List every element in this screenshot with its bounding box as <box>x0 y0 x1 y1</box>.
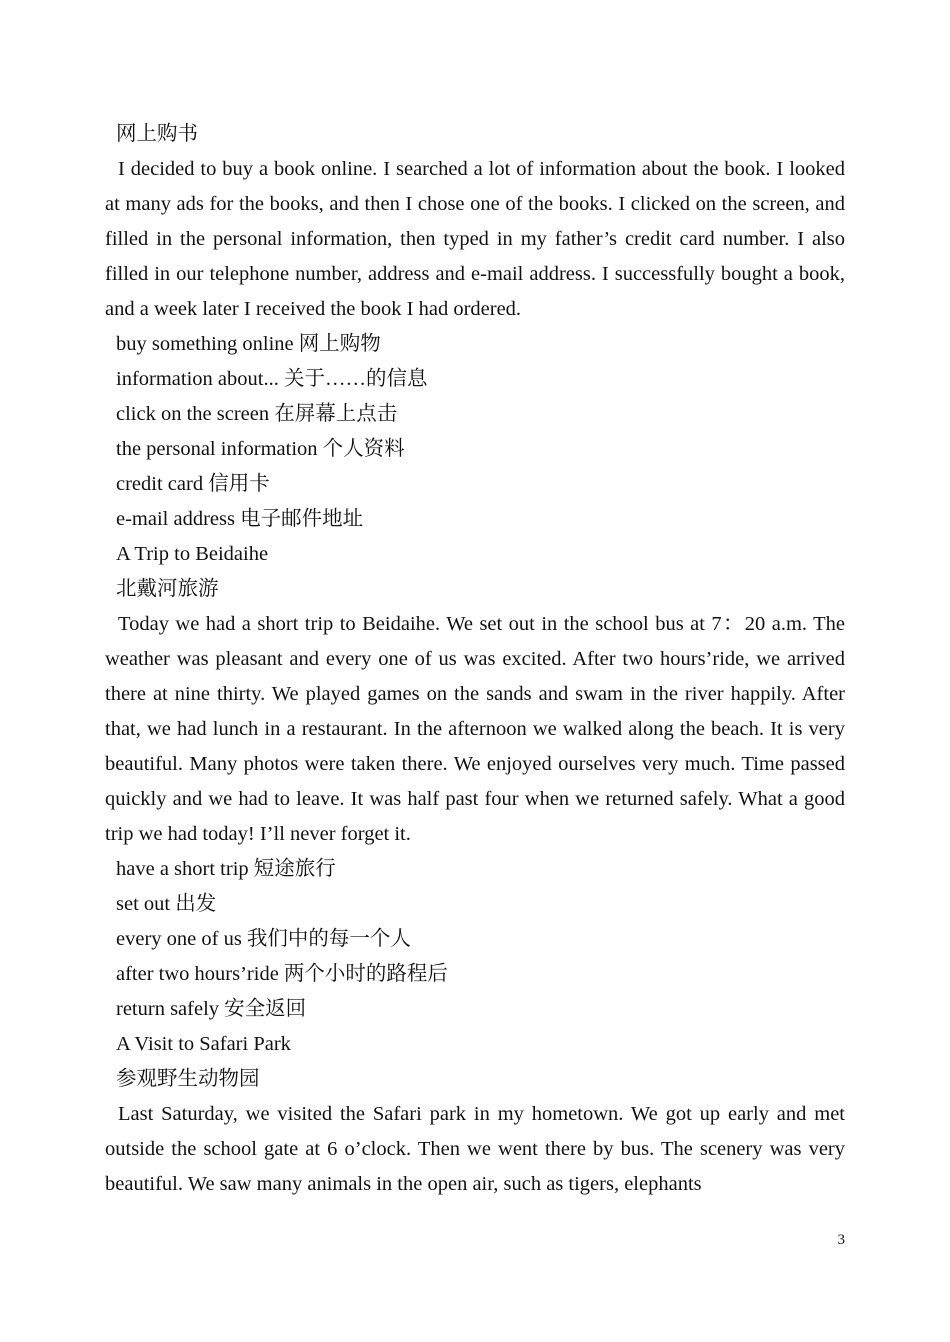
paragraph: Today we had a short trip to Beidaihe. We set out in the school bus at 7：20 a.m. The weather was pleasant and every one of us was excited. After two hours’ride, we arrived there at nine thirty. We played games on the sands and swam in the river happily. After that, we had lunch in a restaurant. In the afternoon we walked along the beach. It is very beautiful. Many photos were taken there. We enjoyed ourselves very much. Time passed quickly and we had to leave. It was half past four when we returned safely. What a good trip we had today! I’ll never forget it. <box>105 613 845 845</box>
section-title: A Visit to Safari Park <box>116 1033 291 1055</box>
page-number: 3 <box>837 1232 845 1248</box>
phrase-item: the personal information 个人资料 <box>116 438 405 460</box>
section-subtitle: 北戴河旅游 <box>116 578 219 600</box>
phrase-item: e-mail address 电子邮件地址 <box>116 508 364 530</box>
paragraph: I decided to buy a book online. I searched a lot of information about the book. I looked at many ads for the books, and then I chose one of the books. I clicked on the screen, and filled in the personal information, then typed in my father’s credit card number. I also filled in our telephone number, address and e-mail address. I successfully bought a book, and a week later I received the book I had ordered. <box>105 158 845 320</box>
phrase-item: credit card 信用卡 <box>116 473 270 495</box>
paragraph: Last Saturday, we visited the Safari park in my hometown. We got up early and met outside the school gate at 6 o’clock. Then we went there by bus. The scenery was very beautiful. We saw many animals in the open air, such as tigers, elephants <box>105 1103 845 1195</box>
section-title: A Trip to Beidaihe <box>116 543 269 565</box>
phrase-item: click on the screen 在屏幕上点击 <box>116 403 398 425</box>
phrase-item: have a short trip 短途旅行 <box>116 858 336 880</box>
phrase-item: information about... 关于……的信息 <box>116 368 428 390</box>
section-title: 网上购书 <box>116 123 198 145</box>
phrase-item: return safely 安全返回 <box>116 998 307 1020</box>
document-page <box>105 117 845 1202</box>
phrase-item: every one of us 我们中的每一个人 <box>116 928 411 950</box>
phrase-item: set out 出发 <box>116 893 217 915</box>
section-subtitle: 参观野生动物园 <box>116 1068 260 1090</box>
phrase-item: after two hours’ride 两个小时的路程后 <box>116 963 448 985</box>
phrase-item: buy something online 网上购物 <box>116 333 381 355</box>
